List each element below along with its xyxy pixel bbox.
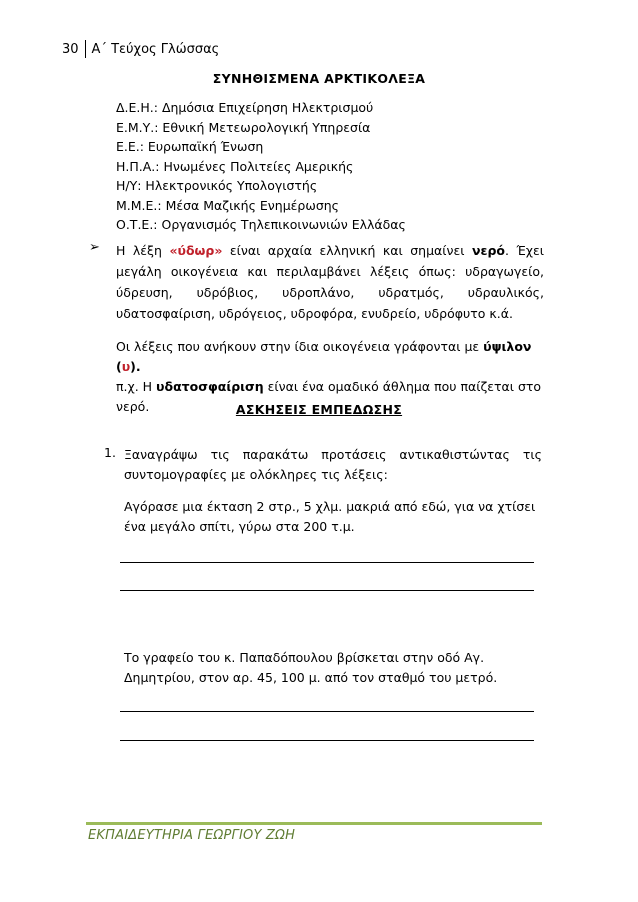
abbreviation-item: Ε.Μ.Υ.: Εθνική Μετεωρολογική Υπηρεσία [116, 119, 371, 135]
arrow-bullet-icon: ➢ [89, 240, 100, 255]
highlight-word-ydor: «ύδωρ» [169, 243, 223, 258]
exercise-sentence-1: Αγόρασε μια έκταση 2 στρ., 5 χλμ. μακριά από εδώ, για να χτίσει ένα μεγάλο σπίτι, γύρω στα 200 τ.μ. [124, 499, 536, 534]
paragraph-text: Η λέξη [116, 243, 170, 258]
footer-text: ΕΚΠΑΙΔΕΥΤΗΡΙΑ ΓΕΩΡΓΙΟΥ ΖΩΗ [88, 828, 296, 843]
abbreviation-item: Η/Υ: Ηλεκτρονικός Υπολογιστής [116, 178, 318, 193]
exercise-instructions [124, 445, 542, 485]
answer-line[interactable] [120, 590, 534, 591]
exercises-title: ΑΣΚΗΣΕΙΣ ΕΜΠΕΔΩΣΗΣ [235, 402, 403, 417]
bold-word-nero: νερό [471, 243, 505, 258]
rule-paren-close: ). [130, 359, 141, 374]
answer-line[interactable] [120, 740, 534, 741]
instruction-word: αντικαθιστώντας [399, 447, 510, 462]
paragraph-text: είναι αρχαία ελληνική και σημαίνει [222, 243, 472, 258]
exercise-sentence-2: Το γραφείο του κ. Παπαδόπουλου βρίσκεται στην οδό Αγ. Δημητρίου, στον αρ. 45, 100 μ. από τον σταθμό του μετρό. [124, 650, 498, 685]
footer-divider [86, 822, 542, 825]
word-family-paragraph [116, 240, 544, 324]
abbreviations-title: ΣΥΝΗΘΙΣΜΕΝΑ ΑΡΚΤΙΚΟΛΕΞΑ [212, 71, 426, 86]
header-title: Α΄ Τεύχος Γλώσσας [91, 41, 220, 57]
exercise-number: 1. [104, 445, 116, 460]
rule-paren-open: ( [116, 359, 122, 374]
instruction-line [124, 445, 542, 465]
instruction-word: τις [522, 447, 542, 462]
abbreviation-item: Μ.Μ.Ε.: Μέσα Μαζικής Ενημέρωσης [116, 197, 339, 213]
highlight-letter-u: υ [121, 359, 131, 374]
header-divider [85, 40, 86, 58]
instruction-word: προτάσεις [321, 447, 387, 462]
answer-line[interactable] [120, 711, 534, 712]
example-text: είναι ένα ομαδικό άθλημα που παίζεται στο νερό. [116, 379, 542, 414]
instruction-word: Ξαναγράψω [124, 447, 198, 462]
rule-line [116, 337, 546, 377]
instruction-word: παρακάτω [242, 447, 309, 462]
page-header [62, 40, 219, 58]
page-number: 30 [62, 41, 79, 57]
bold-word-ydatosfairisi: υδατοσφαίριση [156, 379, 264, 394]
abbreviation-item: Δ.Ε.Η.: Δημόσια Επιχείρηση Ηλεκτρισμού [116, 100, 374, 115]
abbreviation-item: Ε.Ε.: Ευρωπαϊκή Ένωση [116, 139, 264, 154]
abbreviation-item: Ο.Τ.Ε.: Οργανισμός Τηλεπικοινωνιών Ελλάδας [116, 217, 406, 232]
abbreviations-list [116, 98, 406, 235]
bold-word-ypsilon: ύψιλον [483, 339, 532, 354]
instruction-line: συντομογραφίες με ολόκληρες τις λέξεις: [124, 467, 388, 482]
example-text: π.χ. Η [116, 379, 157, 394]
answer-line[interactable] [120, 562, 534, 563]
rule-text: Οι λέξεις που ανήκουν στην ίδια οικογένεια γράφονται με [116, 339, 484, 354]
paragraph-text: . Έχει μεγάλη οικογένεια και περιλαμβάνει λέξεις όπως: υδραγωγείο, ύδρευση, υδρόβιος, υδροπλάνο, υδρατμός, υδραυλικός, υδατοσφαίριση, υδρόγειος, υδροφόρα, ενυδρείο, υδρόφυτο κ.ά. [116, 243, 544, 321]
abbreviation-item: Η.Π.Α.: Ηνωμένες Πολιτείες Αμερικής [116, 158, 354, 174]
instruction-word: τις [210, 447, 230, 462]
